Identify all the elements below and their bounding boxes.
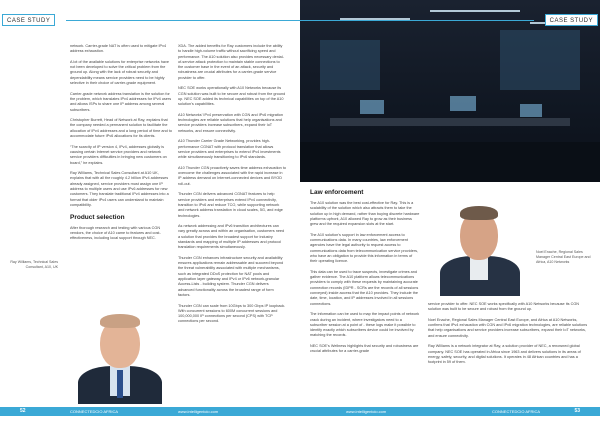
footer-publication-right: CONNECTEDCIO AFRICA: [492, 409, 541, 414]
footer-url-right: www.intelligentcio.com: [346, 409, 387, 414]
page-number-left: 52: [20, 408, 26, 414]
paragraph: network. Carrier-grade NAT is often used to mitigate IPv4 address exhaustion.: [70, 44, 167, 54]
paragraph: As network addressing and IPv6 transition architectures can vary greatly across and within an organisation, customers need a solution that provides the broadest support for industry standards and mapping of multiple IP addresses and protocol translation requirements simultaneously.: [178, 224, 285, 250]
paragraph: Christopher Burrett, Head of Network at Ray, explains that the company needed a permanent solution to facilitate the allocation of IPv4 addresses and a long period of time and to accommodate future IPv6 allocations for its clients.: [70, 118, 172, 139]
paragraph: XDA. The added benefits for Ray customers include the ability to handle high-volume traffic without sacrificing speed and performance. The A10 solution also provides necessary denial-of-service attack protection to maintain stable connections to the customer base in the event of an attack, security and robustness are crucial attributes for a carrier-grade service provider to offer.: [178, 44, 284, 80]
paragraph: NEC SOE’s Wellness highlights that security and robustness are crucial attributes for a carrier-grade: [310, 344, 419, 354]
paragraph: Carrier-grade network address translation is the solution for the problem, which translates IPv4 addresses for IPv4 users and allows ISPs to share one IP address among several subscribers.: [70, 91, 172, 112]
monitor-shape: [520, 104, 542, 117]
paragraph: A10 Thunder Carrier Grade Networking, provides high-performance CGNAT with protocol translation that allows service providers and enterprises to extend IPv4 investments while simultaneously transitioning to IPv6 standards.: [178, 139, 281, 160]
paragraph: Thunder CGN delivers advanced CGNAT features to help service providers and enterprises extend IPv4 connectivity, transition to IPv6 and reduce TCO, while supporting network and network address translation in cloud scales, 5G, and edge technologies.: [178, 192, 283, 218]
paragraph: Thunder CGN enhances infrastructure security and availability ensures applications remain addressable and succeed beyond the threat vulnerability associated with multiple mechanisms, such as integrated DDoS protection for NAT pools and application layer gateway and IPv4 or IPv6 network-granular Access-Lists - building system. Thunder CGN delivers advanced functionality across the broadest range of form factors.: [178, 255, 284, 297]
left-column-2: [178, 44, 286, 330]
section-heading-product-selection: Product selection: [70, 213, 125, 221]
paragraph: The A10 solution’s support in law enforcement access to communications data. In many countries, law enforcement agencies have the legal authority to request access to communications data from telecommunication service providers, who have an obligation to provide this information in terms of their operating licence.: [310, 232, 419, 264]
paragraph: A10 Thunder CGN proactively saves time address exhaustion to overcome the challenges associated with the rapid increase in IP address demand on Internet-connected devices and BYOD roll-out.: [178, 165, 286, 186]
footer-bar-right: [300, 407, 600, 416]
section-heading-law-enforcement: Law enforcement: [310, 189, 364, 196]
paragraph: Thunder CGN can scale from 10Gbps to 300 Gbps IP loopback. With concurrent sessions to 600M concurrent sessions and 100,000,000 IP connections per second (CPS) with TCP connections per second.: [178, 303, 286, 324]
monitor-shape: [450, 96, 476, 111]
photo-caption-left: Ray Williams, Technical Sales Consultant, A10, UK: [10, 260, 58, 269]
window-shape: [500, 30, 580, 90]
desk-shape: [330, 118, 570, 126]
footer-bar-left: [0, 407, 300, 416]
case-study-tab-left: CASE STUDY: [2, 14, 55, 26]
paragraph: A10 Networks’ IPv4 preservation with CGN and IPv6 migration technologies are reliable solutions that help organisations and service providers increase subscribers, expand their IoT networks, and ensure connectivity.: [178, 112, 283, 133]
paragraph: The information can be used to map the impact points of network crack during an incident, where investigators need to a subscriber session at a point of - these logs make it possible to identify exactly which subscribers device could be involved by matching the records.: [310, 312, 420, 338]
hair-shape: [460, 206, 498, 220]
page-number-right: 53: [574, 408, 580, 414]
paragraph: This data can be used to trace suspects, investigate crimes and gather evidence. The A10 platform allows telecommunications providers to comply with these requests by maintaining accurate connection records (IDPR - SCRs are the records of all sessions conveyed) inside access that the A10 provides. They include the date, time, location, and IP addresses involved in all sessions connections.: [310, 269, 419, 306]
paragraph: Ray Williams, Technical Sales Consultant at A10 UK, explains that with all the roughly 4.2 billion IPv4 addresses already assigned, service providers must assign one IP address to multiple users and use IPv6 addresses for new customers. They translate traditional IPv4 addresses into a format that older IPv4 users can understand to maintain compatibility.: [70, 171, 169, 207]
floor-shape: [300, 142, 600, 182]
paragraph: The A10 solution was the best cost-effective for Ray. This is a scalability of the solution which also attracts them to take the solution up in high demand, rather than buying discrete hardware platforms upfront, A10 allowed Ray to grow as their business grew and the required expansion slots at the start.: [310, 201, 420, 227]
window-shape: [320, 40, 380, 90]
paragraph: Ray Williams is a network integrator at Ray, a solution provider of NEC, a renowned global company. NEC SOE has operated in Africa since 1963 and delivers solutions in its areas of energy, safety, security, and digital solutions. It operates in 48 African countries and has a footprint in 59 of them.: [428, 344, 581, 365]
paragraph: After thorough research and testing with various CGN vendors, the choice of A10 came to features and cost-effectiveness, including local support through NEC.: [70, 225, 161, 241]
paragraph: Noel Enache, Regional Sales Manager Central East Europe, and Africa at A10 Networks, confirms that IPv4 exhaustion with CGN and IPv6 migration technologies, are reliable solutions that help organisations and service providers increase subscribers, expand their IoT networks, and ensure connectivity.: [428, 317, 588, 338]
left-column-1: [70, 44, 172, 247]
person-photo-left: [68, 296, 172, 404]
right-column-2: [428, 302, 588, 371]
office-photo: [300, 0, 600, 182]
paragraph: A lot of the available solutions for enterprise networks have not been developed to solve the critical problem from the ground up. Along with the lack of robust security and dependability means service providers need to be highly selective in their choice of carrier-grade equipment.: [70, 59, 169, 86]
footer-publication-left: CONNECTEDCIO AFRICA: [70, 409, 119, 414]
header-rule-left: [66, 20, 300, 21]
ceiling-light: [430, 10, 520, 12]
case-study-tab-right: CASE STUDY: [545, 14, 598, 26]
monitor-shape: [360, 100, 384, 114]
paragraph: NEC SOE works operationally with A10 Networks because its CGN solution was built to be secure and robust from the ground up. NEC SOE added its technical capabilities on top of the A10 solution’s capabilities.: [178, 86, 286, 107]
hair-shape: [100, 314, 140, 328]
right-page: [300, 0, 600, 424]
paragraph: “The scarcity of IP version 4, IPv4, addresses globally is causing certain Internet service providers and network service providers difficulties in bringing new customers on board,” he explains.: [70, 144, 167, 165]
right-column-1: [310, 186, 420, 360]
tie-shape: [117, 370, 123, 398]
footer-url-left: www.intelligentcio.com: [178, 409, 219, 414]
photo-caption-right: Noel Enache, Regional Sales Manager Central East Europe and Africa, A10 Networks: [536, 250, 591, 264]
paragraph: service provider to offer. NEC SOE works specifically with A10 Networks because its CGN solution was built to be secure and robust from the ground up.: [428, 302, 580, 312]
person-photo-right: [428, 192, 530, 296]
header-rule-right: [300, 20, 534, 21]
